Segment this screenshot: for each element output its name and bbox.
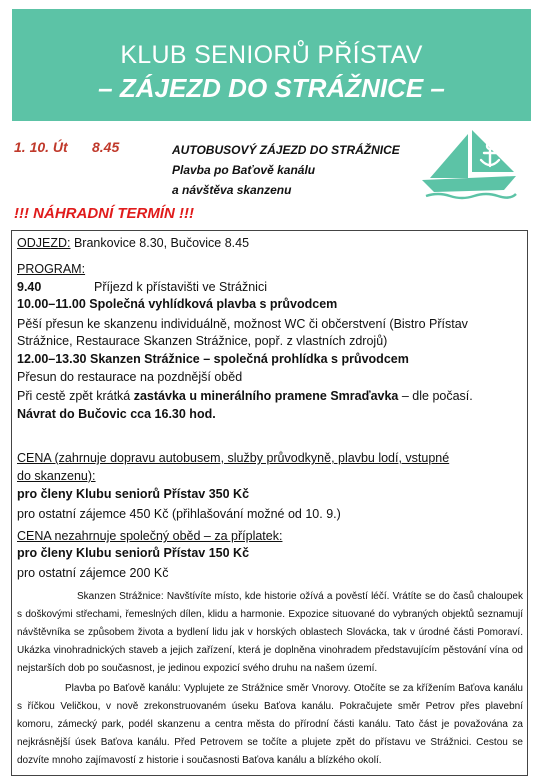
program-label: PROGRAM: bbox=[17, 262, 86, 276]
price-others: pro ostatní zájemce 450 Kč (přihlašování možné od 10. 9.) bbox=[17, 507, 341, 521]
club-title: KLUB SENIORŮ PŘÍSTAV bbox=[120, 41, 423, 69]
program-item-7: Návrat do Bučovic cca 16.30 hod. bbox=[17, 407, 216, 421]
price-members: pro členy Klubu seniorů Přístav 350 Kč bbox=[17, 487, 250, 501]
event-title-line-1: AUTOBUSOVÝ ZÁJEZD DO STRÁŽNICE bbox=[172, 143, 400, 157]
program-item-2: 10.00–11.00 Společná vyhlídková plavba s průvodcem bbox=[17, 297, 338, 311]
trip-title: – ZÁJEZD DO STRÁŽNICE – bbox=[98, 73, 445, 103]
lunch-price-members: pro členy Klubu seniorů Přístav 150 Kč bbox=[17, 546, 250, 560]
departure-line bbox=[17, 236, 249, 250]
price-excluded-label: CENA nezahrnuje společný oběd – za příplatek: bbox=[17, 529, 283, 543]
departure-label: ODJEZD: bbox=[17, 236, 71, 250]
event-description bbox=[172, 140, 400, 200]
plavba-description: Plavba po Baťově kanálu: Vyplujete ze Strážnice směr Vnorovy. Otočíte se za křížením Baťova kanálu s říčkou Veličkou, v nově zrekonstruovaném úseku Baťova kanálu. Pokračujete směr Petrov přes plavební komoru, zámecký park, podél skanzenu a centra města do přírodní části kanálu. Tato část je považována za nejkrásnější úsek Baťova kanálu. Před Petrovem se točíte a plujete zpět do přístavu ve Strážnici. Cestou se dozvíte mnoho zajímavostí z historie i současnosti Baťova kanálu a blízkého okolí. bbox=[17, 683, 523, 766]
header-banner bbox=[12, 9, 531, 121]
program-item-1-time: 9.40 bbox=[17, 280, 42, 294]
price-included-label-a: CENA (zahrnuje dopravu autobusem, služby průvodkyně, plavbu lodí, vstupné bbox=[17, 451, 450, 465]
event-date: 1. 10. Út bbox=[14, 139, 68, 155]
replacement-date-alert: !!! NÁHRADNÍ TERMÍN !!! bbox=[14, 205, 194, 222]
lunch-price-others: pro ostatní zájemce 200 Kč bbox=[17, 566, 169, 580]
program-item-6a: Při cestě zpět krátká bbox=[17, 389, 134, 403]
program-item-6b: zastávka u minerálního pramene Smraďavka bbox=[133, 389, 399, 403]
program-item-5: Přesun do restaurace na pozdnější oběd bbox=[17, 370, 243, 384]
price-included-label-b: do skanzenu): bbox=[17, 469, 96, 483]
sailboat-anchor-icon bbox=[418, 128, 520, 200]
program-item-3b: Strážnice, Restaurace Skanzen Strážnice, popř. z vlastních zdrojů) bbox=[17, 334, 388, 348]
skanzen-description: Skanzen Strážnice: Navštívíte místo, kde historie ožívá a pověstí léčí. Vrátíte se do časů chaloupek s doškovými střechami, řemeslných dílen, klidu a harmonie. Expozice situované do vybraných objektů seznamují návštěvníka se způsobem života a bydlení lidu jak v horských oblastech Slovácka, tak v úrodné části Pomoraví. Ukázka vinohradnických staveb a jejich zařízení, která je doplněna vinohradem představujícím pěstování vína od nejstarších dob po současnost, je jedinou expozicí svého druhu na našem území. bbox=[17, 591, 523, 674]
program-item-6 bbox=[17, 389, 473, 403]
program-item-1: Příjezd k přístavišti ve Strážnici bbox=[94, 280, 267, 294]
event-title-line-3: a návštěva skanzenu bbox=[172, 183, 292, 197]
departure-value: Brankovice 8.30, Bučovice 8.45 bbox=[70, 236, 250, 250]
program-item-3a: Pěší přesun ke skanzenu individuálně, možnost WC či občerstvení (Bistro Přístav bbox=[17, 317, 468, 331]
event-time: 8.45 bbox=[92, 139, 120, 155]
program-item-6c: – dle počasí. bbox=[398, 389, 473, 403]
program-item-4: 12.00–13.30 Skanzen Strážnice – společná prohlídka s průvodcem bbox=[17, 352, 409, 366]
event-title-line-2: Plavba po Baťově kanálu bbox=[172, 163, 316, 177]
